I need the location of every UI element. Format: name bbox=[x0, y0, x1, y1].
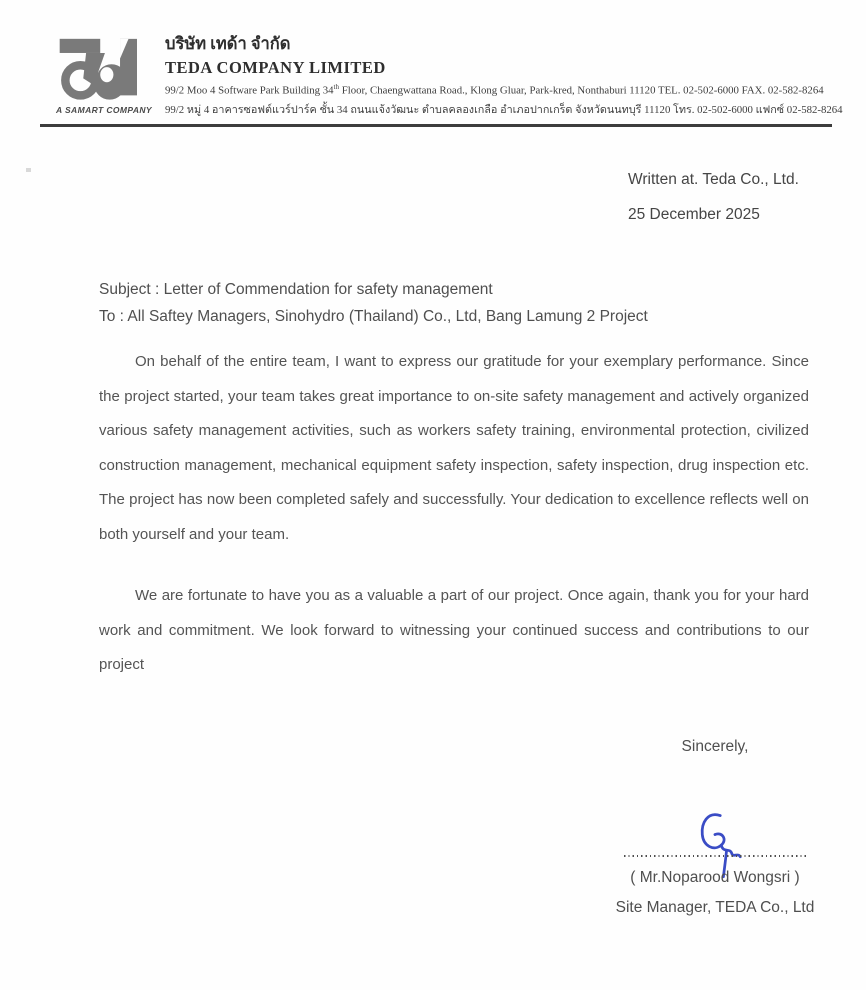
written-at-line: Written at. Teda Co., Ltd. bbox=[628, 171, 799, 188]
recipient-line: To : All Saftey Managers, Sinohydro (Thailand) Co., Ltd, Bang Lamung 2 Project bbox=[99, 308, 648, 325]
body-paragraph-1: On behalf of the entire team, I want to express our gratitude for your exemplary performance. Since the project started, your team takes great importance to on-site safety management and actively organized various safety management activities, such as workers safety training, environmental protection, civilized construction management, mechanical equipment safety inspection, safety inspection, drug inspection etc. The project has now been completed safely and successfully. Your dedication to excellence reflects well on both yourself and your team. bbox=[99, 353, 809, 543]
company-name-thai: บริษัท เทด้า จำกัด bbox=[165, 34, 291, 53]
address-en-prefix: 99/2 Moo 4 Software Park Building 34 bbox=[165, 84, 334, 97]
letterhead-divider bbox=[40, 124, 832, 127]
letterhead-logo-block bbox=[56, 36, 160, 115]
company-address-english bbox=[165, 83, 843, 97]
signature-line bbox=[624, 855, 809, 857]
signer-title: Site Manager, TEDA Co., Ltd bbox=[615, 899, 815, 916]
signer-name: ( Mr.Noparood Wongsri ) bbox=[630, 869, 800, 886]
body-paragraph-2: We are fortunate to have you as a valuable a part of our project. Once again, thank you for your hard work and commitment. We look forward to witnessing your continued success and contributions to our project bbox=[99, 587, 809, 673]
company-name-english: TEDA COMPANY LIMITED bbox=[165, 58, 386, 77]
date-line: 25 December 2025 bbox=[628, 206, 760, 223]
company-block bbox=[165, 31, 843, 118]
address-en-ordinal: th bbox=[333, 83, 339, 91]
teda-logo-icon bbox=[56, 36, 152, 102]
address-en-suffix: Floor, Chaengwattana Road., Klong Gluar, Park-kred, Nonthaburi 11120 TEL. 02-502-6000 FAX. 02-582-8264 bbox=[339, 84, 824, 97]
company-address-thai: 99/2 หมู่ 4 อาคารซอฟต์แวร์ปาร์ค ชั้น 34 ถนนแจ้งวัฒนะ ตำบลคลองเกลือ อำเภอปากเกร็ด จังหวัดนนทบุรี 11120 โทร. 02-502-6000 แฟกซ์ 02-582-8264 bbox=[165, 103, 843, 116]
scan-artifact bbox=[26, 168, 31, 172]
letter-body bbox=[99, 345, 809, 710]
salutation: Sincerely, bbox=[681, 738, 749, 755]
logo-caption: A SAMART COMPANY bbox=[56, 105, 152, 115]
subject-line: Subject : Letter of Commendation for safety management bbox=[99, 281, 493, 298]
written-at-block bbox=[628, 162, 799, 232]
closing-block bbox=[598, 738, 832, 948]
